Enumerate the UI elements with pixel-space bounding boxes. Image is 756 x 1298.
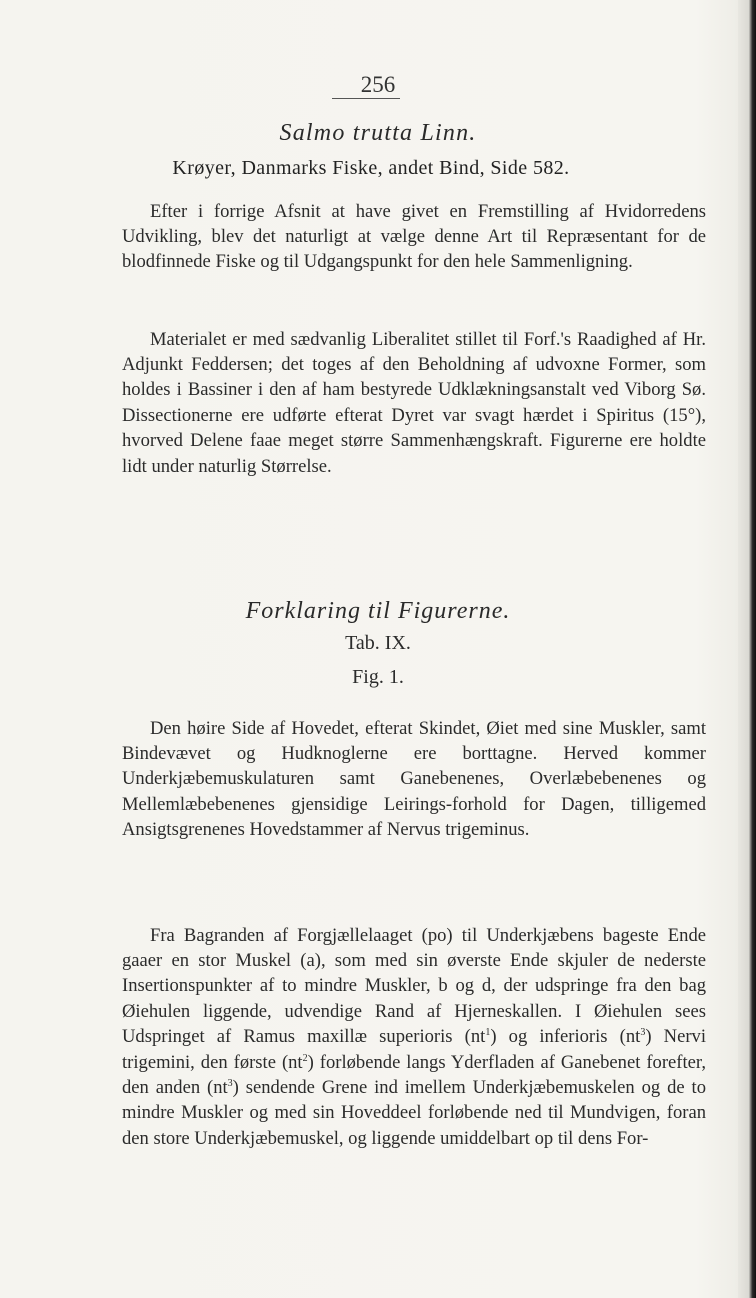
figure-label: Fig. 1. bbox=[352, 666, 404, 688]
intro-paragraph: Efter i forrige Afsnit at have givet en Fremstilling af Hvidorredens Udvikling, blev det naturligt at vælge denne Art til Repræsentant for de blodfinnede Fiske og til Udgangspunkt for den hele Sammenligning. bbox=[122, 200, 706, 273]
page-number-underline bbox=[332, 98, 400, 99]
muscle-text-part: ) forløbende langs Yderfladen af Ganebenet forefter, den anden (nt bbox=[122, 1051, 706, 1099]
plate-label: Tab. IX. bbox=[345, 632, 411, 654]
muscle-description-paragraph bbox=[122, 923, 706, 1152]
figure-description-paragraph: Den høire Side af Hovedet, efterat Skindet, Øiet med sine Muskler, samt Bindevævet og Hudknoglerne ere borttagne. Herved kommer Underkjæbemuskulaturen samt Ganebenenes, Overlæbebenenes og Mellemlæbebenenes gjensidige Leirings-forhold for Dagen, tilligemed Ansigtsgrenenes Hovedstammer af Nervus trigeminus. bbox=[122, 717, 706, 841]
muscle-text-part: ) Nervi trigemini, den første (nt bbox=[122, 1026, 706, 1073]
material-paragraph: Materialet er med sædvanlig Liberalitet stillet til Forf.'s Raadighed af Hr. Adjunkt Feddersen; det toges af den Beholdning af udvoxne Former, som holdes i Bassiner i den af ham bestyrede Udklækningsanstalt ved Viborg Sø. Dissectionerne ere udførte efterat Dyret var svagt hærdet i Spiritus (15°), hvorved Delene faae meget større Sammenhængskraft. Figurerne ere holdte lidt under naturlig Størrelse. bbox=[122, 328, 706, 477]
section-heading: Forklaring til Figurerne. bbox=[245, 598, 511, 624]
nerve-superscript: 1 bbox=[485, 1027, 491, 1039]
nerve-superscript: 3 bbox=[227, 1077, 233, 1089]
book-spine-edge bbox=[738, 0, 756, 1298]
literature-reference: Krøyer, Danmarks Fiske, andet Bind, Side 582. bbox=[172, 157, 570, 179]
nerve-superscript: 2 bbox=[302, 1052, 308, 1064]
species-title: Salmo trutta Linn. bbox=[279, 120, 477, 146]
muscle-text-part: ) og inferioris (nt bbox=[490, 1026, 641, 1048]
muscle-text-part: ) sendende Grene ind imellem Underkjæbemuskelen og de to mindre Muskler og med sin Hoveddeel forløbende ned til Mundvigen, foran den store Underkjæbemuskel, og liggende umiddelbart op til dens For- bbox=[122, 1077, 706, 1149]
page-number: 256 bbox=[360, 72, 396, 97]
muscle-text-part: Fra Bagranden af Forgjællelaaget (po) til Underkjæbens bageste Ende gaaer en stor Muskel (a), som med sin øverste Ende skjuler de nederste Insertionspunkter af to mindre Muskler, b og d, der udspringe fra den bag Øiehulen liggende, udvendige Rand af Hjerneskallen. I Øiehulen sees Udspringet af Ramus maxillæ superioris (nt bbox=[122, 924, 706, 1048]
nerve-superscript: 3 bbox=[640, 1027, 646, 1039]
